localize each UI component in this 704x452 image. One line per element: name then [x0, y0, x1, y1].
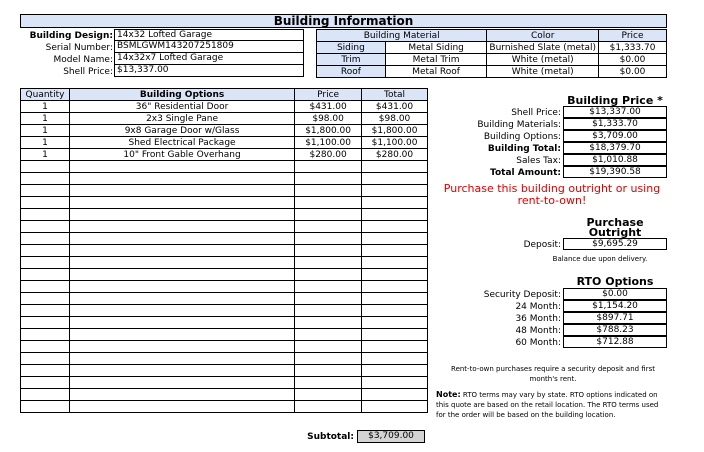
- empty-cell: [295, 377, 362, 389]
- table-row: [21, 113, 428, 125]
- subtotal-label: Subtotal:: [307, 432, 354, 442]
- empty-cell: [21, 377, 70, 389]
- empty-table-row: [21, 305, 428, 317]
- balance-note: Balance due upon delivery.: [552, 255, 648, 263]
- purchase-heading: Purchase: [586, 216, 644, 229]
- summary-total-label: Building Total:: [487, 144, 561, 154]
- purchase-prompt: Purchase this building outright or using rent-to-own!: [443, 182, 661, 207]
- note-text: RTO terms may vary by state. RTO options indicated on this quote are based on the retail location. The RTO terms used for the order will be based on the building location.: [436, 391, 659, 419]
- empty-cell: [295, 281, 362, 293]
- empty-cell: [362, 281, 428, 293]
- empty-cell: [21, 281, 70, 293]
- empty-cell: [295, 401, 362, 413]
- empty-cell: [69, 161, 294, 173]
- empty-cell: [362, 185, 428, 197]
- trim-price: $0.00: [599, 54, 667, 66]
- building-price-heading: Building Price *: [567, 94, 663, 107]
- option-price: $280.00: [295, 149, 362, 161]
- empty-cell: [69, 221, 294, 233]
- quantity-header: Quantity: [21, 89, 70, 101]
- option-qty: 1: [21, 113, 70, 125]
- option-price: $1,100.00: [295, 137, 362, 149]
- rto-24-value: $1,154.20: [563, 300, 667, 312]
- serial-number-label: Serial Number:: [45, 43, 113, 53]
- empty-cell: [21, 269, 70, 281]
- roof-color: White (metal): [487, 66, 599, 78]
- empty-cell: [69, 341, 294, 353]
- empty-cell: [295, 341, 362, 353]
- empty-cell: [21, 161, 70, 173]
- empty-cell: [69, 197, 294, 209]
- empty-cell: [69, 293, 294, 305]
- table-row: [21, 125, 428, 137]
- empty-table-row: [21, 209, 428, 221]
- empty-cell: [295, 389, 362, 401]
- empty-cell: [21, 401, 70, 413]
- table-row: [21, 101, 428, 113]
- empty-table-row: [21, 281, 428, 293]
- option-price: $431.00: [295, 101, 362, 113]
- empty-cell: [362, 209, 428, 221]
- rto-48-value: $788.23: [563, 324, 667, 336]
- option-price-header: Price: [295, 89, 362, 101]
- empty-cell: [295, 233, 362, 245]
- rto-heading: RTO Options: [576, 275, 654, 288]
- empty-cell: [362, 257, 428, 269]
- empty-cell: [69, 281, 294, 293]
- rto-security-value: $0.00: [563, 288, 667, 300]
- table-row: [21, 137, 428, 149]
- empty-table-row: [21, 161, 428, 173]
- rto-deposit-note: Rent-to-own purchases require a security deposit and first month's rent.: [451, 365, 655, 383]
- empty-cell: [21, 245, 70, 257]
- summary-amount-value: $19,390.58: [563, 166, 667, 178]
- empty-cell: [21, 185, 70, 197]
- empty-table-row: [21, 245, 428, 257]
- option-name: 10" Front Gable Overhang: [69, 149, 294, 161]
- trim-material: Metal Trim: [385, 54, 487, 66]
- empty-cell: [295, 365, 362, 377]
- note-label: Note:: [436, 390, 461, 399]
- model-name-value: 14x32x7 Lofted Garage: [114, 53, 304, 65]
- option-qty: 1: [21, 137, 70, 149]
- empty-cell: [69, 317, 294, 329]
- rto-24-label: 24 Month:: [515, 302, 561, 312]
- empty-cell: [69, 209, 294, 221]
- option-total: $98.00: [362, 113, 428, 125]
- empty-cell: [69, 245, 294, 257]
- option-total: $280.00: [362, 149, 428, 161]
- empty-table-row: [21, 377, 428, 389]
- empty-cell: [69, 377, 294, 389]
- empty-cell: [362, 377, 428, 389]
- empty-cell: [362, 317, 428, 329]
- building-information-title: Building Information: [20, 14, 667, 28]
- empty-cell: [69, 185, 294, 197]
- empty-cell: [362, 233, 428, 245]
- option-name: 9x8 Garage Door w/Glass: [69, 125, 294, 137]
- empty-cell: [295, 173, 362, 185]
- summary-options-value: $3,709.00: [563, 130, 667, 142]
- summary-options-label: Building Options:: [483, 132, 561, 142]
- deposit-label: Deposit:: [523, 240, 561, 250]
- summary-amount-label: Total Amount:: [490, 168, 561, 178]
- siding-color: Burnished Slate (metal): [487, 42, 599, 54]
- empty-cell: [295, 161, 362, 173]
- empty-cell: [362, 389, 428, 401]
- materials-table: [316, 29, 667, 78]
- empty-cell: [362, 341, 428, 353]
- rto-60-value: $712.88: [563, 336, 667, 348]
- empty-cell: [69, 257, 294, 269]
- building-material-header: Building Material: [317, 30, 487, 42]
- rto-36-value: $897.71: [563, 312, 667, 324]
- model-name-label: Model Name:: [53, 55, 113, 65]
- empty-table-row: [21, 401, 428, 413]
- rto-36-label: 36 Month:: [515, 314, 561, 324]
- empty-cell: [295, 209, 362, 221]
- option-qty: 1: [21, 125, 70, 137]
- empty-cell: [21, 233, 70, 245]
- empty-table-row: [21, 329, 428, 341]
- empty-cell: [362, 305, 428, 317]
- empty-cell: [21, 341, 70, 353]
- summary-tax-label: Sales Tax:: [516, 156, 561, 166]
- empty-table-row: [21, 269, 428, 281]
- summary-shell-label: Shell Price:: [511, 108, 561, 118]
- empty-cell: [69, 269, 294, 281]
- rto-terms-note: [436, 390, 670, 420]
- option-total-header: Total: [362, 89, 428, 101]
- empty-cell: [362, 353, 428, 365]
- price-header: Price: [599, 30, 667, 42]
- summary-shell-value: $13,337.00: [563, 106, 667, 118]
- empty-cell: [21, 173, 70, 185]
- empty-table-row: [21, 293, 428, 305]
- empty-cell: [21, 353, 70, 365]
- table-row: [317, 42, 667, 54]
- empty-cell: [21, 257, 70, 269]
- option-total: $1,800.00: [362, 125, 428, 137]
- empty-cell: [21, 365, 70, 377]
- rto-security-label: Security Deposit:: [483, 290, 561, 300]
- empty-table-row: [21, 173, 428, 185]
- empty-cell: [362, 401, 428, 413]
- option-qty: 1: [21, 149, 70, 161]
- building-design-label: Building Design:: [29, 31, 113, 41]
- empty-cell: [69, 173, 294, 185]
- summary-total-value: $18,379.70: [563, 142, 667, 154]
- empty-cell: [362, 245, 428, 257]
- empty-table-row: [21, 317, 428, 329]
- empty-cell: [295, 185, 362, 197]
- summary-materials-label: Building Materials:: [477, 120, 561, 130]
- color-header: Color: [487, 30, 599, 42]
- trim-label: Trim: [317, 54, 386, 66]
- empty-cell: [69, 233, 294, 245]
- table-row: [317, 54, 667, 66]
- empty-cell: [362, 293, 428, 305]
- empty-cell: [21, 389, 70, 401]
- trim-color: White (metal): [487, 54, 599, 66]
- empty-cell: [295, 245, 362, 257]
- shell-price-label: Shell Price:: [63, 67, 113, 77]
- empty-cell: [69, 305, 294, 317]
- empty-table-row: [21, 221, 428, 233]
- empty-table-row: [21, 353, 428, 365]
- empty-cell: [21, 305, 70, 317]
- empty-table-row: [21, 341, 428, 353]
- outright-heading: Outright: [588, 226, 642, 239]
- empty-cell: [362, 269, 428, 281]
- empty-cell: [69, 365, 294, 377]
- empty-table-row: [21, 185, 428, 197]
- roof-price: $0.00: [599, 66, 667, 78]
- building-options-header: Building Options: [69, 89, 294, 101]
- empty-table-row: [21, 389, 428, 401]
- option-total: $1,100.00: [362, 137, 428, 149]
- building-design-value: 14x32 Lofted Garage: [114, 29, 304, 41]
- empty-cell: [362, 365, 428, 377]
- empty-table-row: [21, 365, 428, 377]
- option-price: $1,800.00: [295, 125, 362, 137]
- empty-cell: [21, 317, 70, 329]
- empty-cell: [362, 221, 428, 233]
- empty-cell: [295, 221, 362, 233]
- roof-material: Metal Roof: [385, 66, 487, 78]
- empty-cell: [362, 173, 428, 185]
- roof-label: Roof: [317, 66, 386, 78]
- rto-60-label: 60 Month:: [515, 338, 561, 348]
- deposit-value: $9,695.29: [563, 238, 667, 250]
- empty-table-row: [21, 257, 428, 269]
- option-name: Shed Electrical Package: [69, 137, 294, 149]
- empty-cell: [295, 197, 362, 209]
- empty-cell: [21, 197, 70, 209]
- empty-cell: [21, 221, 70, 233]
- empty-cell: [69, 353, 294, 365]
- shell-price-value: $13,337.00: [114, 65, 304, 77]
- empty-cell: [69, 329, 294, 341]
- siding-label: Siding: [317, 42, 386, 54]
- summary-materials-value: $1,333.70: [563, 118, 667, 130]
- empty-cell: [295, 305, 362, 317]
- empty-cell: [362, 197, 428, 209]
- serial-number-value: BSMLGWM143207251809: [114, 41, 304, 53]
- empty-cell: [362, 329, 428, 341]
- siding-price: $1,333.70: [599, 42, 667, 54]
- table-row: [317, 66, 667, 78]
- empty-cell: [295, 317, 362, 329]
- empty-cell: [295, 329, 362, 341]
- option-name: 2x3 Single Pane: [69, 113, 294, 125]
- subtotal-value: $3,709.00: [357, 430, 425, 443]
- building-options-table: [20, 88, 428, 413]
- empty-cell: [21, 209, 70, 221]
- option-qty: 1: [21, 101, 70, 113]
- empty-cell: [362, 161, 428, 173]
- empty-cell: [295, 293, 362, 305]
- table-row: [21, 149, 428, 161]
- empty-cell: [21, 329, 70, 341]
- rto-48-label: 48 Month:: [515, 326, 561, 336]
- siding-material: Metal Siding: [385, 42, 487, 54]
- empty-cell: [295, 269, 362, 281]
- empty-cell: [295, 257, 362, 269]
- empty-cell: [69, 389, 294, 401]
- option-price: $98.00: [295, 113, 362, 125]
- empty-table-row: [21, 233, 428, 245]
- empty-cell: [69, 401, 294, 413]
- option-name: 36" Residential Door: [69, 101, 294, 113]
- empty-cell: [295, 353, 362, 365]
- summary-tax-value: $1,010.88: [563, 154, 667, 166]
- empty-table-row: [21, 197, 428, 209]
- option-total: $431.00: [362, 101, 428, 113]
- empty-cell: [21, 293, 70, 305]
